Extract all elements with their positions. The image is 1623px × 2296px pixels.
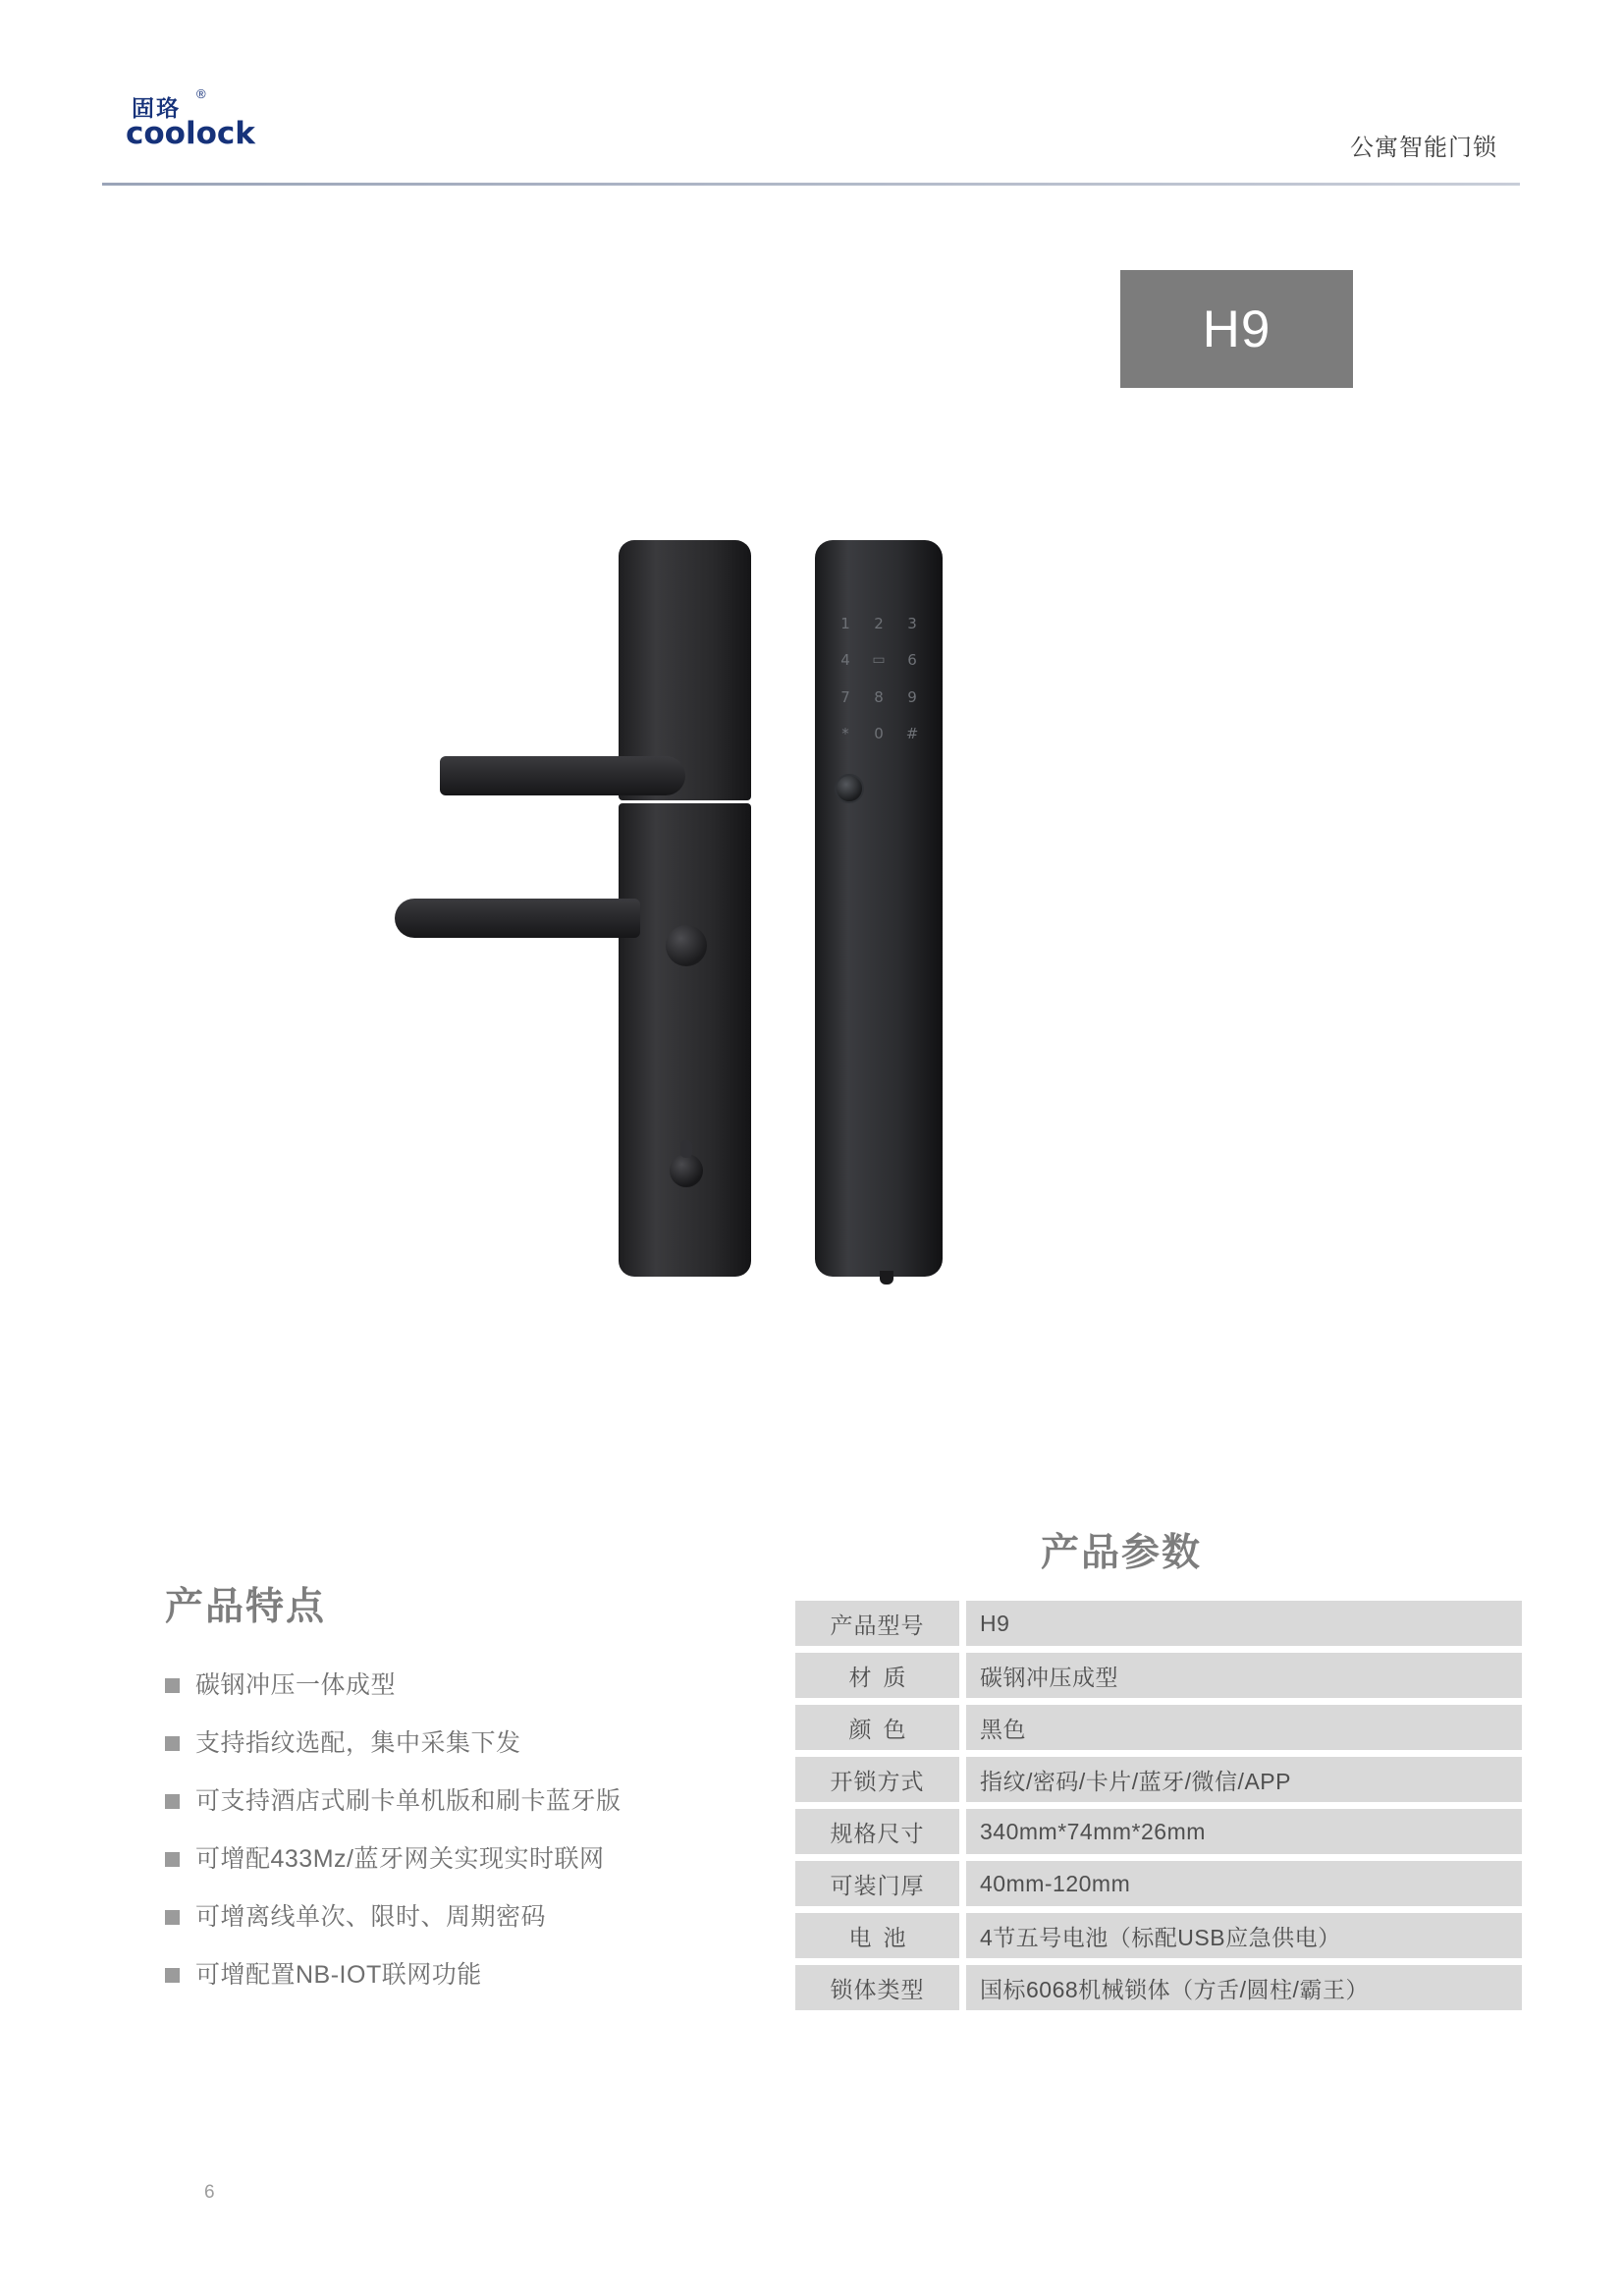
keypad [829, 605, 929, 752]
page-number: 6 [204, 2182, 215, 2203]
keypad-key: 3 [907, 614, 917, 632]
spec-value: 40mm-120mm [966, 1861, 1522, 1906]
product-features-section [165, 1576, 793, 2018]
spec-value: 黑色 [966, 1705, 1522, 1750]
spec-row [795, 1601, 1522, 1646]
keypad-key: 4 [840, 651, 850, 670]
bullet-square-icon [165, 1852, 180, 1867]
spec-row [795, 1705, 1522, 1750]
product-photo [373, 520, 1159, 1326]
spec-row [795, 1757, 1522, 1802]
logo-english-text: coolock [126, 116, 255, 151]
spec-row [795, 1809, 1522, 1854]
spec-row [795, 1861, 1522, 1906]
spec-label: 颜色 [795, 1705, 959, 1750]
bullet-square-icon [165, 1678, 180, 1693]
feature-text: 可支持酒店式刷卡单机版和刷卡蓝牙版 [195, 1787, 622, 1815]
spec-label: 规格尺寸 [795, 1809, 959, 1854]
spec-label: 电池 [795, 1913, 959, 1958]
card-reader-icon: ▭ [872, 652, 886, 669]
spec-value: 指纹/密码/卡片/蓝牙/微信/APP [966, 1757, 1522, 1802]
specs-heading: 产品参数 [1041, 1532, 1203, 1574]
keypad-key: 8 [874, 687, 884, 706]
front-panel-foot [880, 1271, 893, 1285]
feature-item [165, 1902, 793, 1932]
spec-value: 国标6068机械锁体（方舌/圆柱/霸王） [966, 1965, 1522, 2010]
logo-chinese-text: 固珞 [132, 96, 181, 122]
feature-text: 可增离线单次、限时、周期密码 [195, 1903, 547, 1931]
keypad-key: 6 [907, 651, 917, 670]
model-badge [1120, 270, 1353, 388]
feature-text: 可增配433Mz/蓝牙网关实现实时联网 [195, 1845, 605, 1873]
front-panel-handle [440, 756, 685, 795]
keypad-key: * [841, 725, 849, 743]
feature-item [165, 1670, 793, 1700]
back-panel-handle [395, 899, 640, 938]
spec-value: 4节五号电池（标配USB应急供电） [966, 1913, 1522, 1958]
bullet-square-icon [165, 1910, 180, 1925]
spec-label: 产品型号 [795, 1601, 959, 1646]
feature-text: 可增配置NB-IOT联网功能 [195, 1961, 482, 1989]
spec-value: 340mm*74mm*26mm [966, 1809, 1522, 1854]
brand-logo [126, 86, 283, 161]
spec-value: 碳钢冲压成型 [966, 1653, 1522, 1698]
feature-item [165, 1960, 793, 1990]
keypad-key: # [905, 725, 919, 743]
spec-label: 锁体类型 [795, 1965, 959, 2010]
spec-label: 可装门厚 [795, 1861, 959, 1906]
header-divider [102, 183, 1520, 186]
keypad-key: 7 [840, 687, 850, 706]
spec-row [795, 1653, 1522, 1698]
lock-front-panel [815, 540, 943, 1277]
thumbturn-knob-icon [670, 1154, 703, 1187]
registered-trademark-icon: ® [196, 86, 206, 101]
bullet-square-icon [165, 1794, 180, 1809]
keypad-key: 2 [874, 614, 884, 632]
spec-label: 材质 [795, 1653, 959, 1698]
model-badge-label: H9 [1202, 300, 1271, 358]
feature-item [165, 1728, 793, 1758]
keypad-key: 0 [874, 725, 884, 743]
feature-text: 碳钢冲压一体成型 [195, 1671, 397, 1699]
keypad-key: 9 [907, 687, 917, 706]
feature-item [165, 1786, 793, 1816]
spindle-hub-icon [666, 925, 707, 966]
spec-row [795, 1913, 1522, 1958]
bullet-square-icon [165, 1968, 180, 1983]
product-specs-section [795, 1522, 1522, 2017]
keypad-key: 1 [840, 614, 850, 632]
page-header [0, 0, 1623, 196]
fingerprint-sensor-icon [835, 774, 864, 803]
bullet-square-icon [165, 1736, 180, 1751]
feature-text: 支持指纹选配，集中采集下发 [195, 1729, 521, 1757]
spec-label: 开锁方式 [795, 1757, 959, 1802]
back-panel-lower [619, 803, 751, 1277]
spec-value: H9 [966, 1601, 1522, 1646]
features-heading: 产品特点 [165, 1586, 327, 1628]
feature-item [165, 1844, 793, 1874]
spec-row [795, 1965, 1522, 2010]
header-title: 公寓智能门锁 [1350, 135, 1497, 161]
